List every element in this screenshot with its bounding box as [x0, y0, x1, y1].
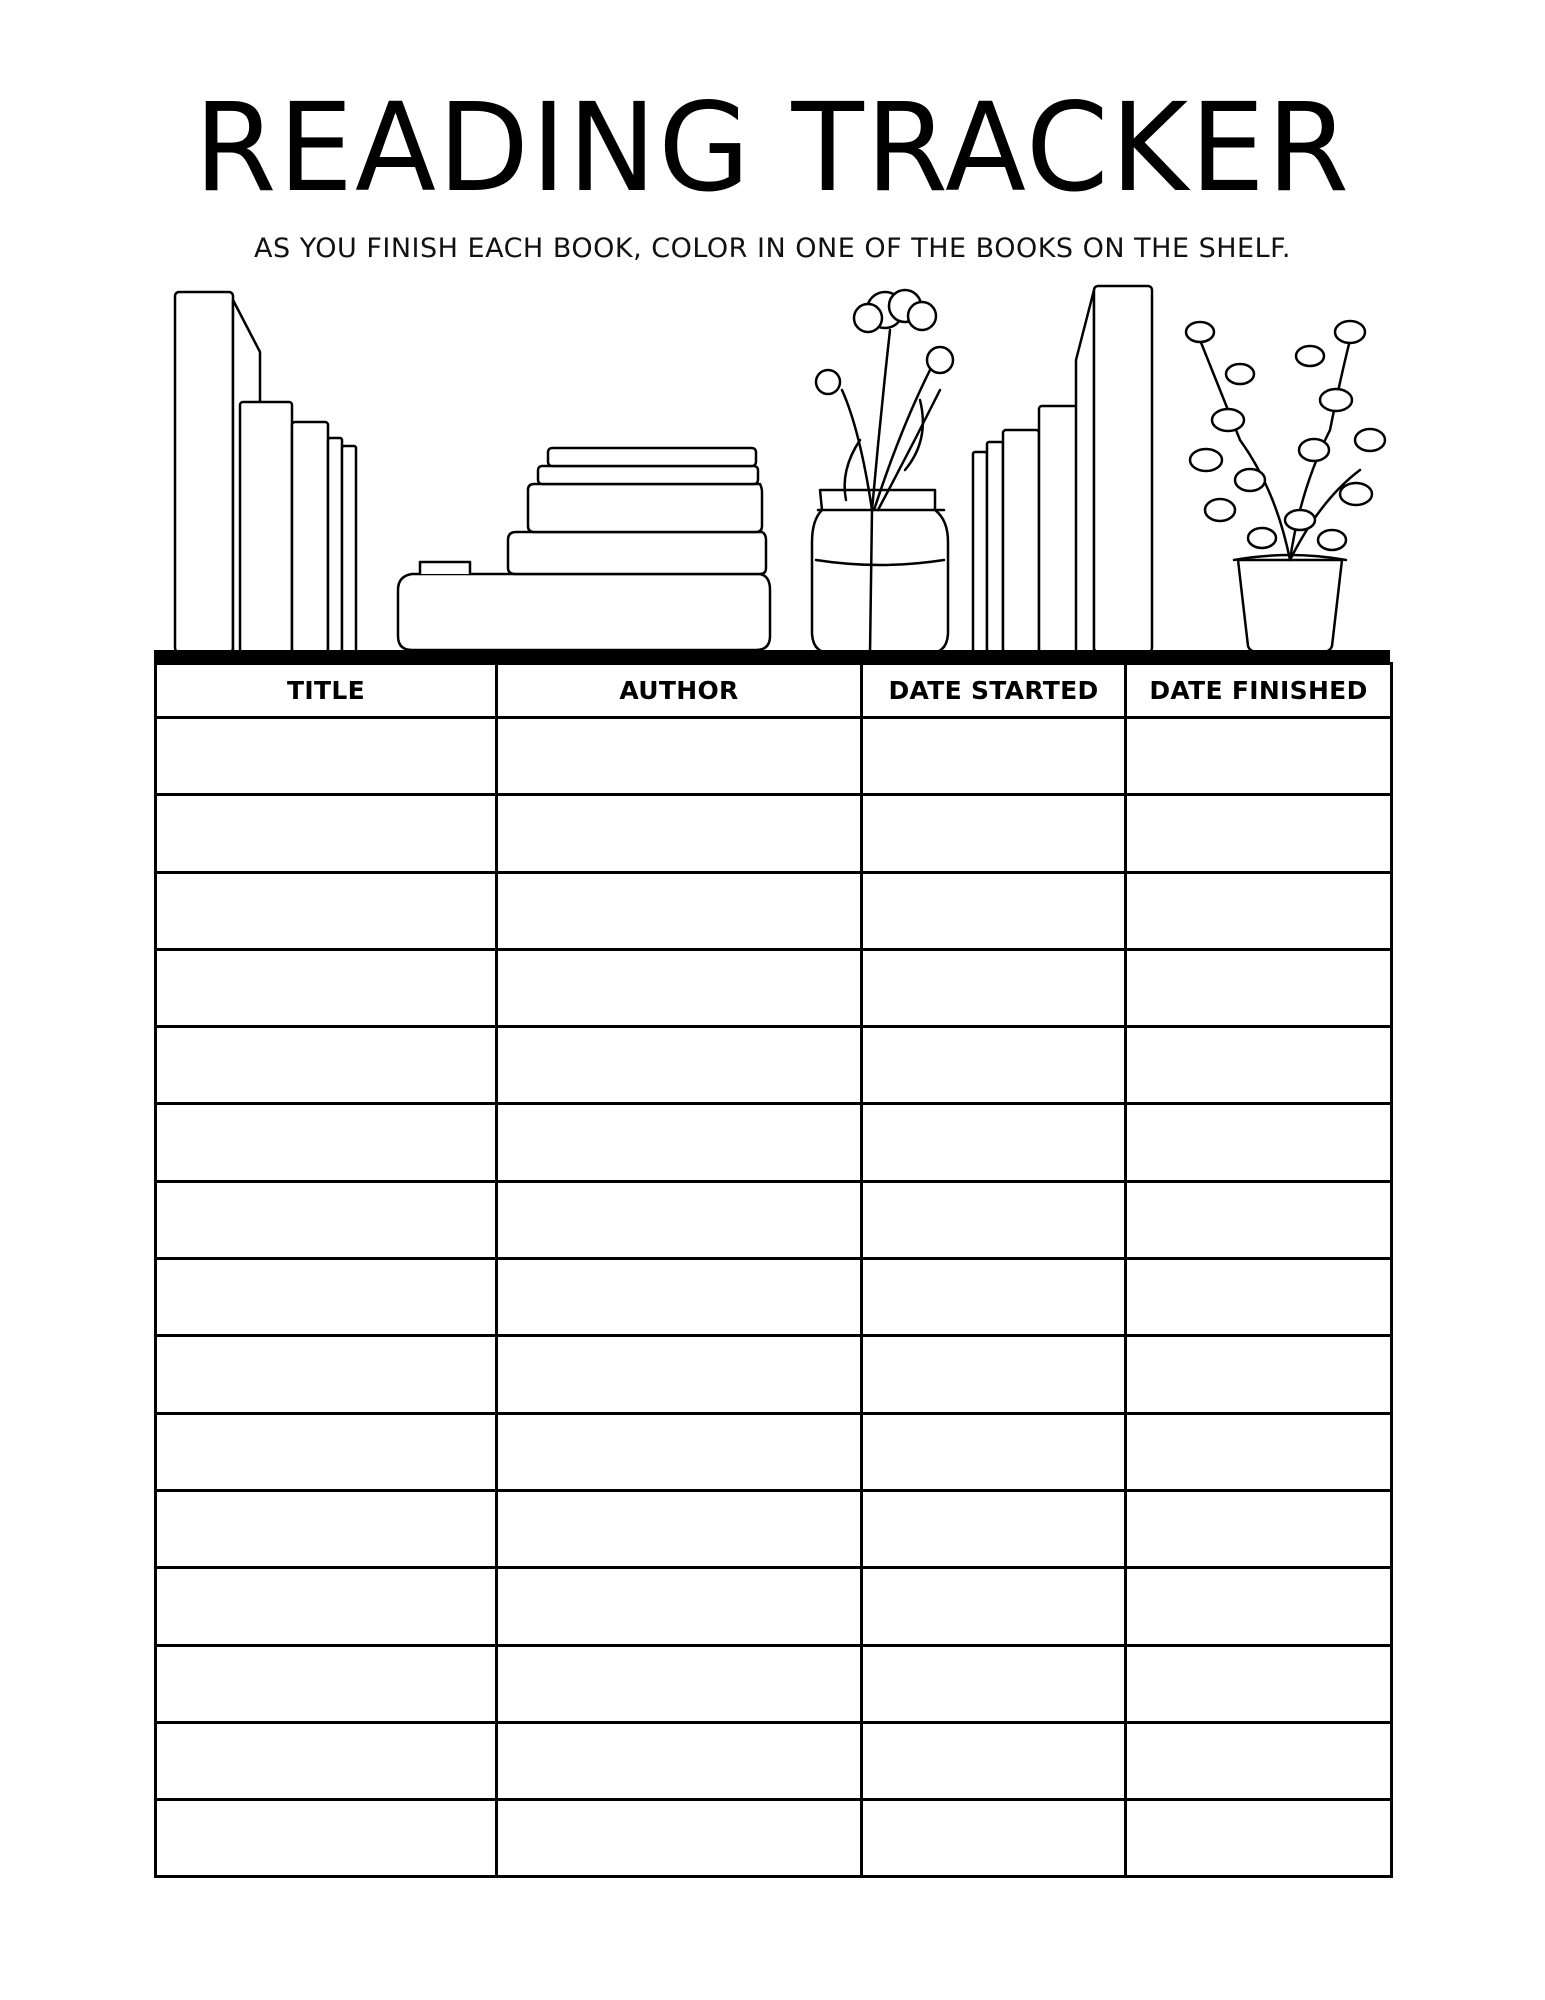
table-row: [156, 1027, 1392, 1104]
date-finished-cell[interactable]: [1126, 1259, 1392, 1336]
flower-jar-icon: [812, 290, 953, 654]
title-cell[interactable]: [156, 795, 497, 872]
table-row: [156, 1336, 1392, 1413]
date-finished-cell[interactable]: [1126, 1181, 1392, 1258]
author-cell[interactable]: [497, 1181, 862, 1258]
date-started-cell[interactable]: [862, 1800, 1126, 1877]
table-row: [156, 795, 1392, 872]
author-cell[interactable]: [497, 1800, 862, 1877]
table-header-row: [156, 664, 1392, 718]
column-header-date-finished: DATE FINISHED: [1126, 664, 1392, 718]
title-cell[interactable]: [156, 1800, 497, 1877]
date-started-cell[interactable]: [862, 718, 1126, 795]
author-cell[interactable]: [497, 1104, 862, 1181]
title-cell[interactable]: [156, 1568, 497, 1645]
table-row: [156, 1490, 1392, 1567]
date-finished-cell[interactable]: [1126, 795, 1392, 872]
title-cell[interactable]: [156, 1490, 497, 1567]
table-row: [156, 1181, 1392, 1258]
author-cell[interactable]: [497, 949, 862, 1026]
date-started-cell[interactable]: [862, 872, 1126, 949]
title-cell[interactable]: [156, 1722, 497, 1799]
date-finished-cell[interactable]: [1126, 1490, 1392, 1567]
date-finished-cell[interactable]: [1126, 1413, 1392, 1490]
column-header-date-started: DATE STARTED: [862, 664, 1126, 718]
author-cell[interactable]: [497, 1259, 862, 1336]
title-cell[interactable]: [156, 1181, 497, 1258]
date-started-cell[interactable]: [862, 949, 1126, 1026]
table-row: [156, 1568, 1392, 1645]
date-finished-cell[interactable]: [1126, 1722, 1392, 1799]
date-started-cell[interactable]: [862, 1413, 1126, 1490]
date-finished-cell[interactable]: [1126, 1336, 1392, 1413]
table-row: [156, 1413, 1392, 1490]
title-cell[interactable]: [156, 1413, 497, 1490]
table-row: [156, 1722, 1392, 1799]
title-cell[interactable]: [156, 1336, 497, 1413]
date-started-cell[interactable]: [862, 1568, 1126, 1645]
date-started-cell[interactable]: [862, 1722, 1126, 1799]
date-finished-cell[interactable]: [1126, 1568, 1392, 1645]
title-cell[interactable]: [156, 872, 497, 949]
left-books-icon: [175, 292, 356, 652]
table-row: [156, 1800, 1392, 1877]
table-row: [156, 1645, 1392, 1722]
date-finished-cell[interactable]: [1126, 1645, 1392, 1722]
page-title: READING TRACKER: [194, 77, 1351, 219]
date-started-cell[interactable]: [862, 1181, 1126, 1258]
right-books-icon: [973, 286, 1152, 652]
date-started-cell[interactable]: [862, 1336, 1126, 1413]
table-row: [156, 718, 1392, 795]
date-started-cell[interactable]: [862, 1259, 1126, 1336]
page-subtitle: AS YOU FINISH EACH BOOK, COLOR IN ONE OF THE BOOKS ON THE SHELF.: [254, 233, 1291, 264]
column-header-title: TITLE: [156, 664, 497, 718]
table-row: [156, 1259, 1392, 1336]
author-cell[interactable]: [497, 1568, 862, 1645]
date-finished-cell[interactable]: [1126, 718, 1392, 795]
date-finished-cell[interactable]: [1126, 1104, 1392, 1181]
date-started-cell[interactable]: [862, 1645, 1126, 1722]
date-started-cell[interactable]: [862, 1490, 1126, 1567]
author-cell[interactable]: [497, 1645, 862, 1722]
author-cell[interactable]: [497, 718, 862, 795]
author-cell[interactable]: [497, 1722, 862, 1799]
title-cell[interactable]: [156, 1645, 497, 1722]
author-cell[interactable]: [497, 1413, 862, 1490]
title-cell[interactable]: [156, 949, 497, 1026]
date-finished-cell[interactable]: [1126, 1800, 1392, 1877]
author-cell[interactable]: [497, 872, 862, 949]
table-row: [156, 949, 1392, 1026]
bookshelf-illustration: [0, 270, 1545, 660]
date-finished-cell[interactable]: [1126, 1027, 1392, 1104]
author-cell[interactable]: [497, 795, 862, 872]
column-header-author: AUTHOR: [497, 664, 862, 718]
title-cell[interactable]: [156, 1027, 497, 1104]
date-started-cell[interactable]: [862, 1104, 1126, 1181]
date-finished-cell[interactable]: [1126, 872, 1392, 949]
title-cell[interactable]: [156, 718, 497, 795]
author-cell[interactable]: [497, 1027, 862, 1104]
date-started-cell[interactable]: [862, 1027, 1126, 1104]
author-cell[interactable]: [497, 1490, 862, 1567]
stacked-books-icon: [398, 448, 770, 650]
title-cell[interactable]: [156, 1104, 497, 1181]
potted-plant-icon: [1186, 321, 1385, 652]
author-cell[interactable]: [497, 1336, 862, 1413]
date-finished-cell[interactable]: [1126, 949, 1392, 1026]
table-row: [156, 872, 1392, 949]
title-cell[interactable]: [156, 1259, 497, 1336]
reading-tracker-table: [154, 650, 1390, 1884]
table-row: [156, 1104, 1392, 1181]
date-started-cell[interactable]: [862, 795, 1126, 872]
